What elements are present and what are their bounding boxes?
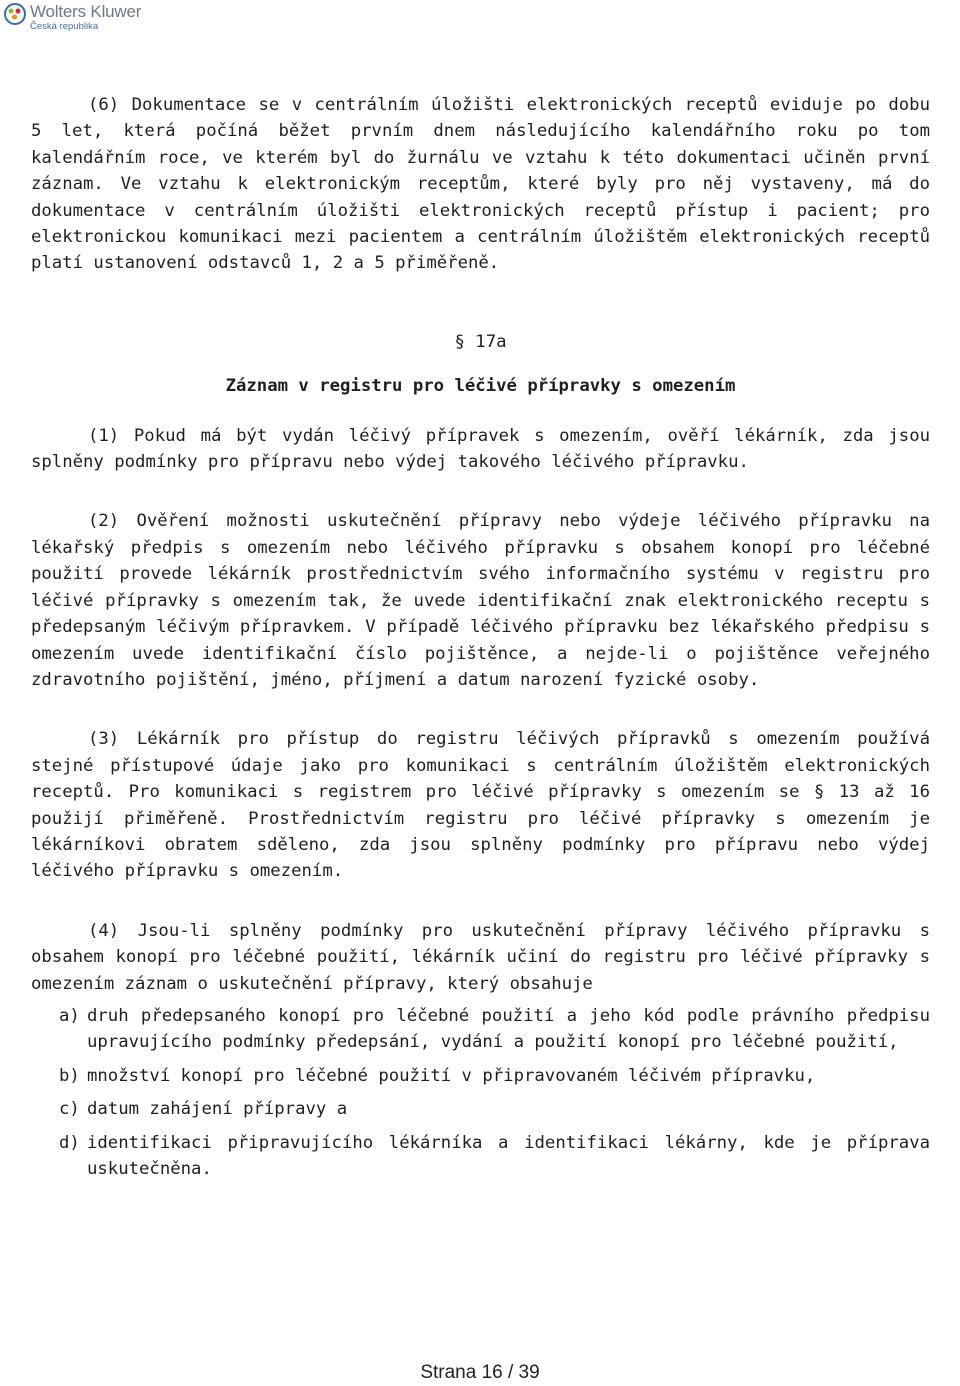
- paragraph-6: (6) Dokumentace se v centrálním úložišti elektronických receptů eviduje po dobu 5 let, která počíná běžet prvním dnem následujícího kalendářního roku po tom kalendářním roce, ve kterém byl do žurnálu ve vztahu k této dokumentaci učiněn první záznam. Ve vztahu k elektronickým receptům, které byly pro něj vystaveny, má do dokumentace v centrálním úložišti elektronických receptů přístup i pacient; pro elektronickou komunikaci mezi pacientem a centrálním úložištěm elektronických receptů platí ustanovení odstavců 1, 2 a 5 přiměřeně.: [31, 95, 930, 274]
- list-item-letter: d): [59, 1132, 80, 1153]
- logo-subtitle: Česká republika: [30, 21, 99, 32]
- list-item-text: množství konopí pro léčebné použití v připravovaném léčivém přípravku,: [87, 1065, 816, 1086]
- list-item-text: datum zahájení přípravy a: [87, 1099, 348, 1120]
- list-item-text: druh předepsaného konopí pro léčebné použití a jeho kód podle právního předpisu upravujícího podmínky předepsání, vydání a použití konopí pro léčebné použití,: [87, 1005, 930, 1053]
- paragraph-4: (4) Jsou-li splněny podmínky pro uskutečnění přípravy léčivého přípravku s obsahem konopí pro léčebné použití, lékárník učiní do registru pro léčivé přípravky s omezením záznam o uskutečnění přípravy, který obsahuje: [31, 920, 930, 994]
- list-item: [31, 1130, 930, 1183]
- logo-name: Wolters Kluwer: [30, 2, 142, 21]
- page-number: Strana 16 / 39: [420, 1362, 540, 1383]
- wolters-kluwer-logo-icon: [4, 3, 26, 29]
- list-item-letter: a): [59, 1005, 80, 1026]
- paragraph-1: (1) Pokud má být vydán léčivý přípravek s omezením, ověří lékárník, zda jsou splněny podmínky pro přípravu nebo výdej takového léčivého přípravku.: [31, 425, 930, 473]
- list-item: [31, 1003, 930, 1056]
- list-item: [31, 1096, 930, 1122]
- list-item-text: identifikaci připravujícího lékárníka a identifikaci lékárny, kde je příprava uskutečněna.: [87, 1132, 930, 1179]
- section-title: Záznam v registru pro léčivé přípravky s omezením: [225, 376, 736, 397]
- item-list: [31, 1003, 930, 1182]
- list-item-letter: c): [59, 1099, 80, 1120]
- list-item-letter: b): [59, 1065, 80, 1086]
- publisher-logo: [4, 3, 141, 32]
- paragraph-3: (3) Lékárník pro přístup do registru léčivých přípravků s omezením používá stejné přístupové údaje jako pro komunikaci s centrálním úložištěm elektronických receptů. Pro komunikaci s registrem pro léčivé přípravky s omezením se § 13 až 16 použijí přiměřeně. Prostřednictvím registru pro léčivé přípravky s omezením je lékárníkovi obratem sděleno, zda jsou splněny podmínky pro přípravu nebo výdej léčivého přípravku s omezením.: [31, 729, 930, 882]
- section-number: § 17a: [454, 331, 507, 352]
- paragraph-2: (2) Ověření možnosti uskutečnění přípravy nebo výdeje léčivého přípravku na lékařský předpis s omezením nebo léčivého přípravku s obsahem konopí pro léčebné použití provede lékárník prostřednictvím svého informačního systému v registru pro léčivé přípravky s omezením tak, že uvede identifikační znak elektronického receptu s předepsaným léčivým přípravkem. V případě léčivého přípravku bez lékařského předpisu s omezením uvede identifikační číslo pojištěnce, a nejde-li o pojištěnce veřejného zdravotního pojištění, jméno, příjmení a datum narození fyzické osoby.: [31, 511, 930, 690]
- document-body: [31, 92, 930, 1189]
- list-item: [31, 1063, 930, 1089]
